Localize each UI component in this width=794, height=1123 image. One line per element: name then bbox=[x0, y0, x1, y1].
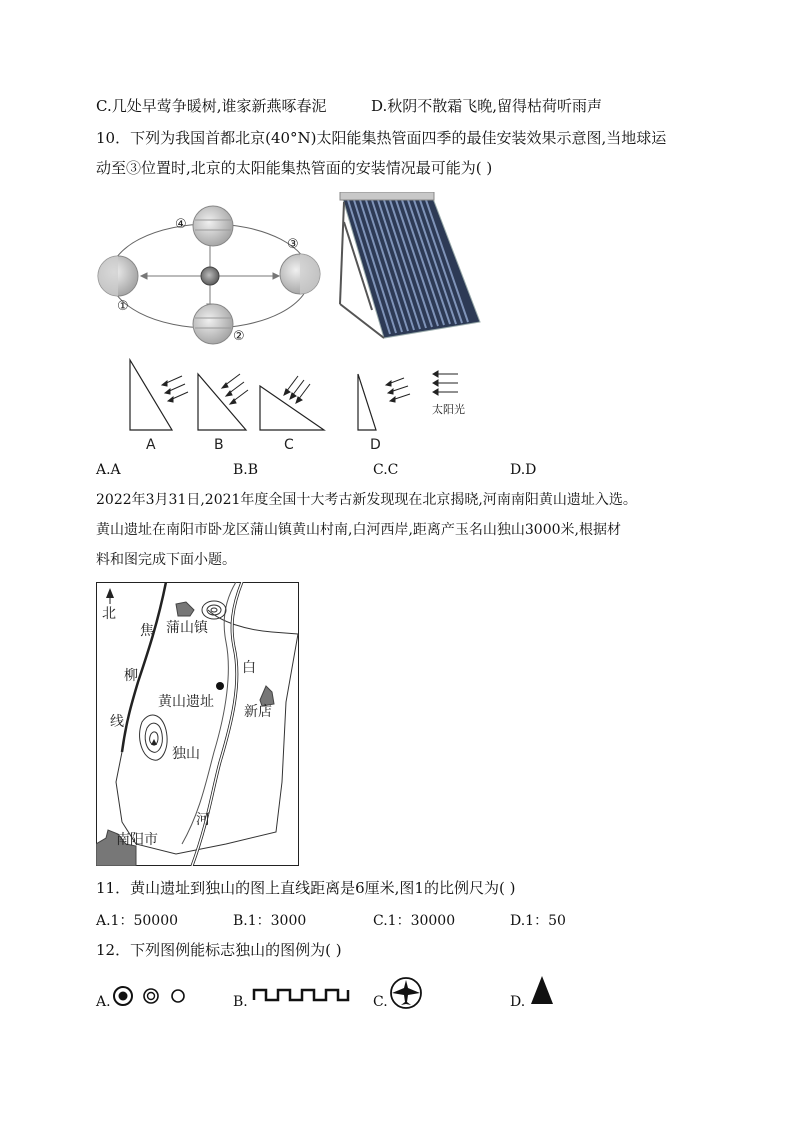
sun-icon bbox=[201, 267, 219, 285]
solar-collector-image bbox=[322, 192, 482, 344]
q11-stem: 11．黄山遗址到独山的图上直线距离是6厘米,图1的比例尺为( ) bbox=[96, 879, 516, 897]
map-label-jiao: 焦 bbox=[140, 623, 154, 639]
orbit-label-1: ① bbox=[117, 299, 129, 314]
map-label-pushan: 蒲山镇 bbox=[166, 620, 208, 636]
globe-position-1 bbox=[98, 256, 138, 296]
panel-label-b: B bbox=[214, 437, 224, 453]
q10-choice-d[interactable]: D.D bbox=[510, 462, 537, 478]
map-label-huangshan-site: 黄山遗址 bbox=[158, 694, 214, 710]
panel-label-a: A bbox=[146, 437, 156, 453]
globe-position-4 bbox=[193, 206, 233, 246]
intro-line2: 黄山遗址在南阳市卧龙区蒲山镇黄山村南,白河西岸,距离产玉名山独山3000米,根据材 bbox=[96, 522, 621, 538]
earth-orbit-diagram bbox=[95, 198, 330, 348]
mountain-peak-symbol-icon bbox=[529, 974, 555, 1006]
sunlight-label: 太阳光 bbox=[432, 403, 465, 416]
q10-choice-b[interactable]: B.B bbox=[233, 462, 259, 478]
q10-stem-line1: 10．下列为我国首都北京(40°N)太阳能集热管面四季的最佳安装效果示意图,当地球运 bbox=[96, 129, 667, 147]
q10-stem-line2: 动至③位置时,北京的太阳能集热管面的安装情况最可能为( ) bbox=[96, 159, 493, 177]
q12-choice-b[interactable]: B. bbox=[233, 994, 248, 1010]
q11-choice-c[interactable]: C.1：30000 bbox=[373, 913, 456, 929]
map-label-xian: 线 bbox=[110, 714, 124, 730]
q9-option-d: D.秋阴不散霜飞晚,留得枯荷听雨声 bbox=[371, 97, 603, 115]
panel-label-c: C bbox=[284, 437, 294, 453]
airport-symbol-icon bbox=[388, 976, 424, 1010]
intro-line1: 2022年3月31日,2021年度全国十大考古新发现现在北京揭晓,河南南阳黄山遗址入选。 bbox=[96, 492, 637, 508]
q11-choice-a[interactable]: A.1：50000 bbox=[96, 913, 179, 929]
q10-choice-c[interactable]: C.C bbox=[373, 462, 399, 478]
q12-choice-a[interactable]: A. bbox=[96, 994, 111, 1010]
map-label-bai: 白 bbox=[242, 660, 256, 676]
q12-choice-c[interactable]: C. bbox=[373, 994, 388, 1010]
north-label: 北 bbox=[102, 606, 116, 622]
panel-shape-b bbox=[198, 374, 246, 430]
panel-options-diagram bbox=[120, 358, 470, 458]
q10-choice-a[interactable]: A.A bbox=[96, 462, 121, 478]
q11-choice-d[interactable]: D.1：50 bbox=[510, 913, 566, 929]
panel-shape-d bbox=[358, 374, 376, 430]
globe-position-3 bbox=[280, 254, 320, 294]
orbit-label-4: ④ bbox=[175, 217, 187, 232]
globe-position-2 bbox=[193, 304, 233, 344]
q11-choice-b[interactable]: B.1：3000 bbox=[233, 913, 307, 929]
panel-shape-a bbox=[130, 360, 172, 430]
map-label-xindian: 新店 bbox=[244, 704, 272, 720]
q12-stem: 12．下列图例能标志独山的图例为( ) bbox=[96, 941, 342, 959]
q9-option-c: C.几处早莺争暖树,谁家新燕啄春泥 bbox=[96, 97, 327, 115]
huangshan-site-point bbox=[216, 682, 224, 690]
orbit-label-3: ③ bbox=[287, 237, 299, 252]
map-label-he: 河 bbox=[196, 812, 210, 828]
great-wall-symbol-icon bbox=[252, 986, 350, 1004]
panel-label-d: D bbox=[370, 437, 381, 453]
capital-city-symbols-icon bbox=[112, 985, 192, 1007]
map-label-dushan: 独山 bbox=[172, 746, 200, 762]
map-label-liu: 柳 bbox=[124, 668, 138, 684]
intro-line3: 料和图完成下面小题。 bbox=[96, 552, 236, 568]
huangshan-site-map bbox=[96, 582, 300, 866]
map-label-nanyang: 南阳市 bbox=[116, 832, 158, 848]
q12-choice-d[interactable]: D. bbox=[510, 994, 526, 1010]
orbit-label-2: ② bbox=[233, 329, 245, 344]
